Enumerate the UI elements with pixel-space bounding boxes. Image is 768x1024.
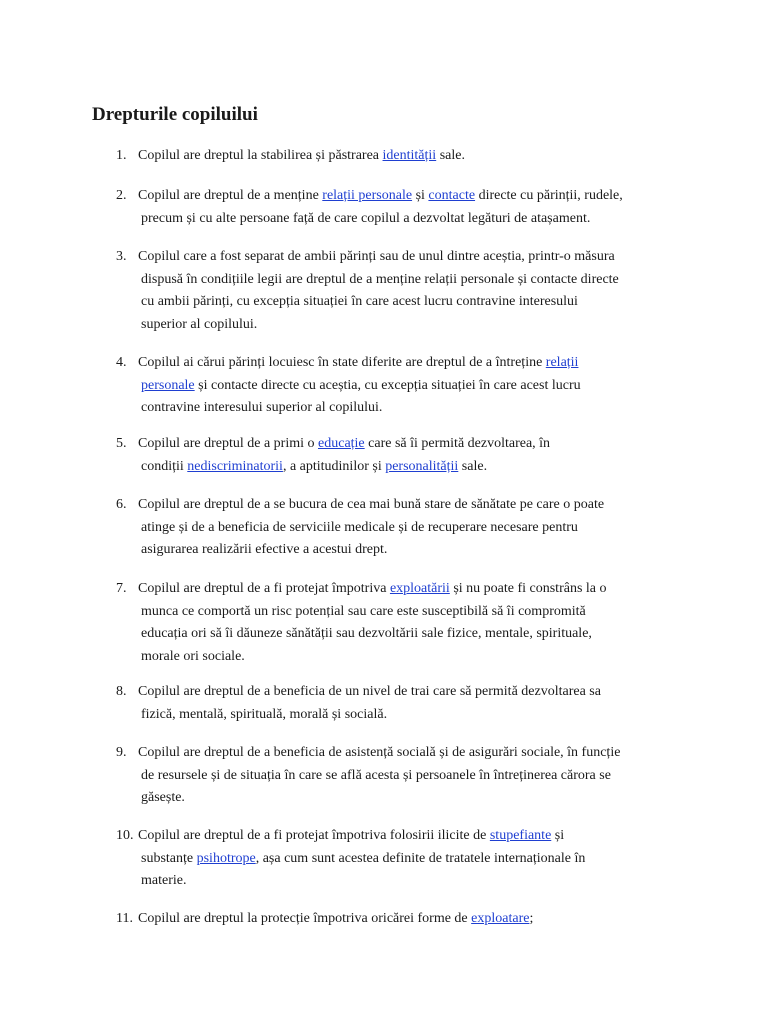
list-item [116,246,676,336]
list-item-number: 2. [116,188,127,203]
text-segment: fizică, mentală, spirituală, morală și socială. [141,706,388,722]
hyperlink[interactable]: personalității [385,458,459,474]
list-item [116,433,676,478]
list-item-line [116,825,676,848]
text-segment: cu ambii părinți, cu excepția situației în care acest lucru contravine interesului [141,294,578,309]
page-title: Drepturile copiluilui [92,104,258,125]
text-segment: directe cu părinții, rudele, [475,188,623,203]
list-item [116,145,676,168]
text-segment: și [412,188,429,203]
hyperlink[interactable]: relații [545,355,579,370]
list-item-number: 6. [116,497,127,512]
list-item [116,908,676,931]
text-segment: condiții [141,458,188,474]
text-segment: precum și cu alte persoane față de care copilul a dezvoltat legături de atașament. [141,210,591,226]
list-item-line [116,646,676,669]
list-item-line [116,848,676,871]
list-item [116,494,676,562]
list-item [116,681,676,726]
text-segment: substanțe [141,850,197,866]
text-segment: materie. [141,873,187,888]
text-segment: contravine interesului superior al copilului. [141,400,383,415]
list-item-line [116,375,676,398]
list-item-line [116,246,676,269]
hyperlink[interactable]: psihotrope [196,850,256,866]
list-item-line [116,704,676,727]
list-item [116,825,676,893]
list-item-line [116,314,676,337]
list-item-line [116,681,676,704]
list-item-line [116,145,676,168]
hyperlink[interactable]: personale [141,377,195,393]
text-segment: dispusă în condițiile legii are dreptul de a menține relații personale și contacte directe [141,271,619,287]
list-item-line [116,456,676,479]
list-item [116,185,676,230]
list-item-line [116,397,676,420]
list-item [116,352,676,420]
hyperlink[interactable]: nediscriminatorii [187,458,283,474]
list-item-number: 3. [116,249,127,264]
list-item [116,578,676,668]
text-segment: Copilul are dreptul de a beneficia de asistență socială și de asigurări sociale, în funcție [138,745,621,760]
list-item-line [116,433,676,456]
list-item-line [116,269,676,292]
list-item-line [116,291,676,314]
text-segment: Copilul care a fost separat de ambii părinți sau de unul dintre aceștia, printr-o măsura [138,249,615,264]
hyperlink[interactable]: stupefiante [489,828,552,843]
text-segment: și [551,828,565,843]
list-item-number: 9. [116,745,127,760]
text-segment: morale ori sociale. [141,648,245,664]
list-item-line [116,185,676,208]
text-segment: sale. [458,458,488,474]
text-segment: Copilul are dreptul de a fi protejat împotriva [138,581,390,596]
text-segment: educația ori să îi dăuneze sănătății sau dezvoltării sale fizice, mentale, spirituale, [141,626,592,641]
list-item-number: 10. [116,828,134,843]
hyperlink[interactable]: identității [382,148,437,163]
hyperlink[interactable]: contacte [428,188,476,203]
list-item-line [116,352,676,375]
text-segment: Copilul are dreptul la stabilirea și păstrarea [138,148,383,163]
list-item-number: 4. [116,355,127,370]
list-item-number: 11. [116,911,133,926]
text-segment: munca ce comportă un risc potențial sau care este susceptibilă să îi compromită [141,603,586,619]
list-item-line [116,517,676,540]
list-item-line [116,787,676,810]
list-item-line [116,908,676,931]
text-segment: Copilul are dreptul de a primi o [138,436,319,451]
text-segment: și nu poate fi constrâns la o [449,581,607,596]
list-item-number: 1. [116,148,127,163]
list-item-line [116,539,676,562]
text-segment: Copilul are dreptul de a fi protejat împotriva folosirii ilicite de [138,828,490,843]
list-item [116,742,676,810]
list-item-line [116,578,676,601]
text-segment: asigurarea realizării efective a acestui drept. [141,542,388,557]
text-segment: , așa cum sunt acestea definite de tratatele internaționale în [255,850,586,866]
list-item-line [116,494,676,517]
text-segment: ; [529,911,534,926]
list-item-line [116,742,676,765]
text-segment: , a aptitudinilor și [282,458,386,474]
hyperlink[interactable]: relații personale [322,188,413,203]
text-segment: Copilul ai cărui părinți locuiesc în state diferite are dreptul de a întreține [138,355,546,370]
hyperlink[interactable]: exploatare [471,911,530,926]
text-segment: găsește. [141,790,185,805]
list-item-line [116,623,676,646]
text-segment: care să îi permită dezvoltarea, în [364,436,551,451]
list-item-line [116,208,676,231]
list-item-line [116,870,676,893]
list-item-line [116,601,676,624]
text-segment: superior al copilului. [141,316,258,332]
hyperlink[interactable]: educație [318,436,365,451]
text-segment: de resursele și de situația în care se află acesta și persoanele în întreținerea cărora se [141,767,611,783]
list-item-line [116,765,676,788]
list-item-number: 5. [116,436,127,451]
text-segment: Copilul are dreptul la protecție împotriva oricărei forme de [138,911,472,926]
text-segment: Copilul are dreptul de a beneficia de un nivel de trai care să permită dezvoltarea sa [138,684,601,699]
list-item-number: 7. [116,581,127,596]
text-segment: și contacte directe cu aceștia, cu excepția situației în care acest lucru [194,377,581,393]
text-segment: sale. [436,148,465,163]
text-segment: Copilul are dreptul de a se bucura de cea mai bună stare de sănătate pe care o poate [138,497,605,512]
list-item-number: 8. [116,684,127,699]
text-segment: Copilul are dreptul de a menține [138,188,323,203]
text-segment: atinge și de a beneficia de serviciile medicale și de recuperare necesare pentru [141,519,578,535]
hyperlink[interactable]: exploatării [389,581,450,596]
